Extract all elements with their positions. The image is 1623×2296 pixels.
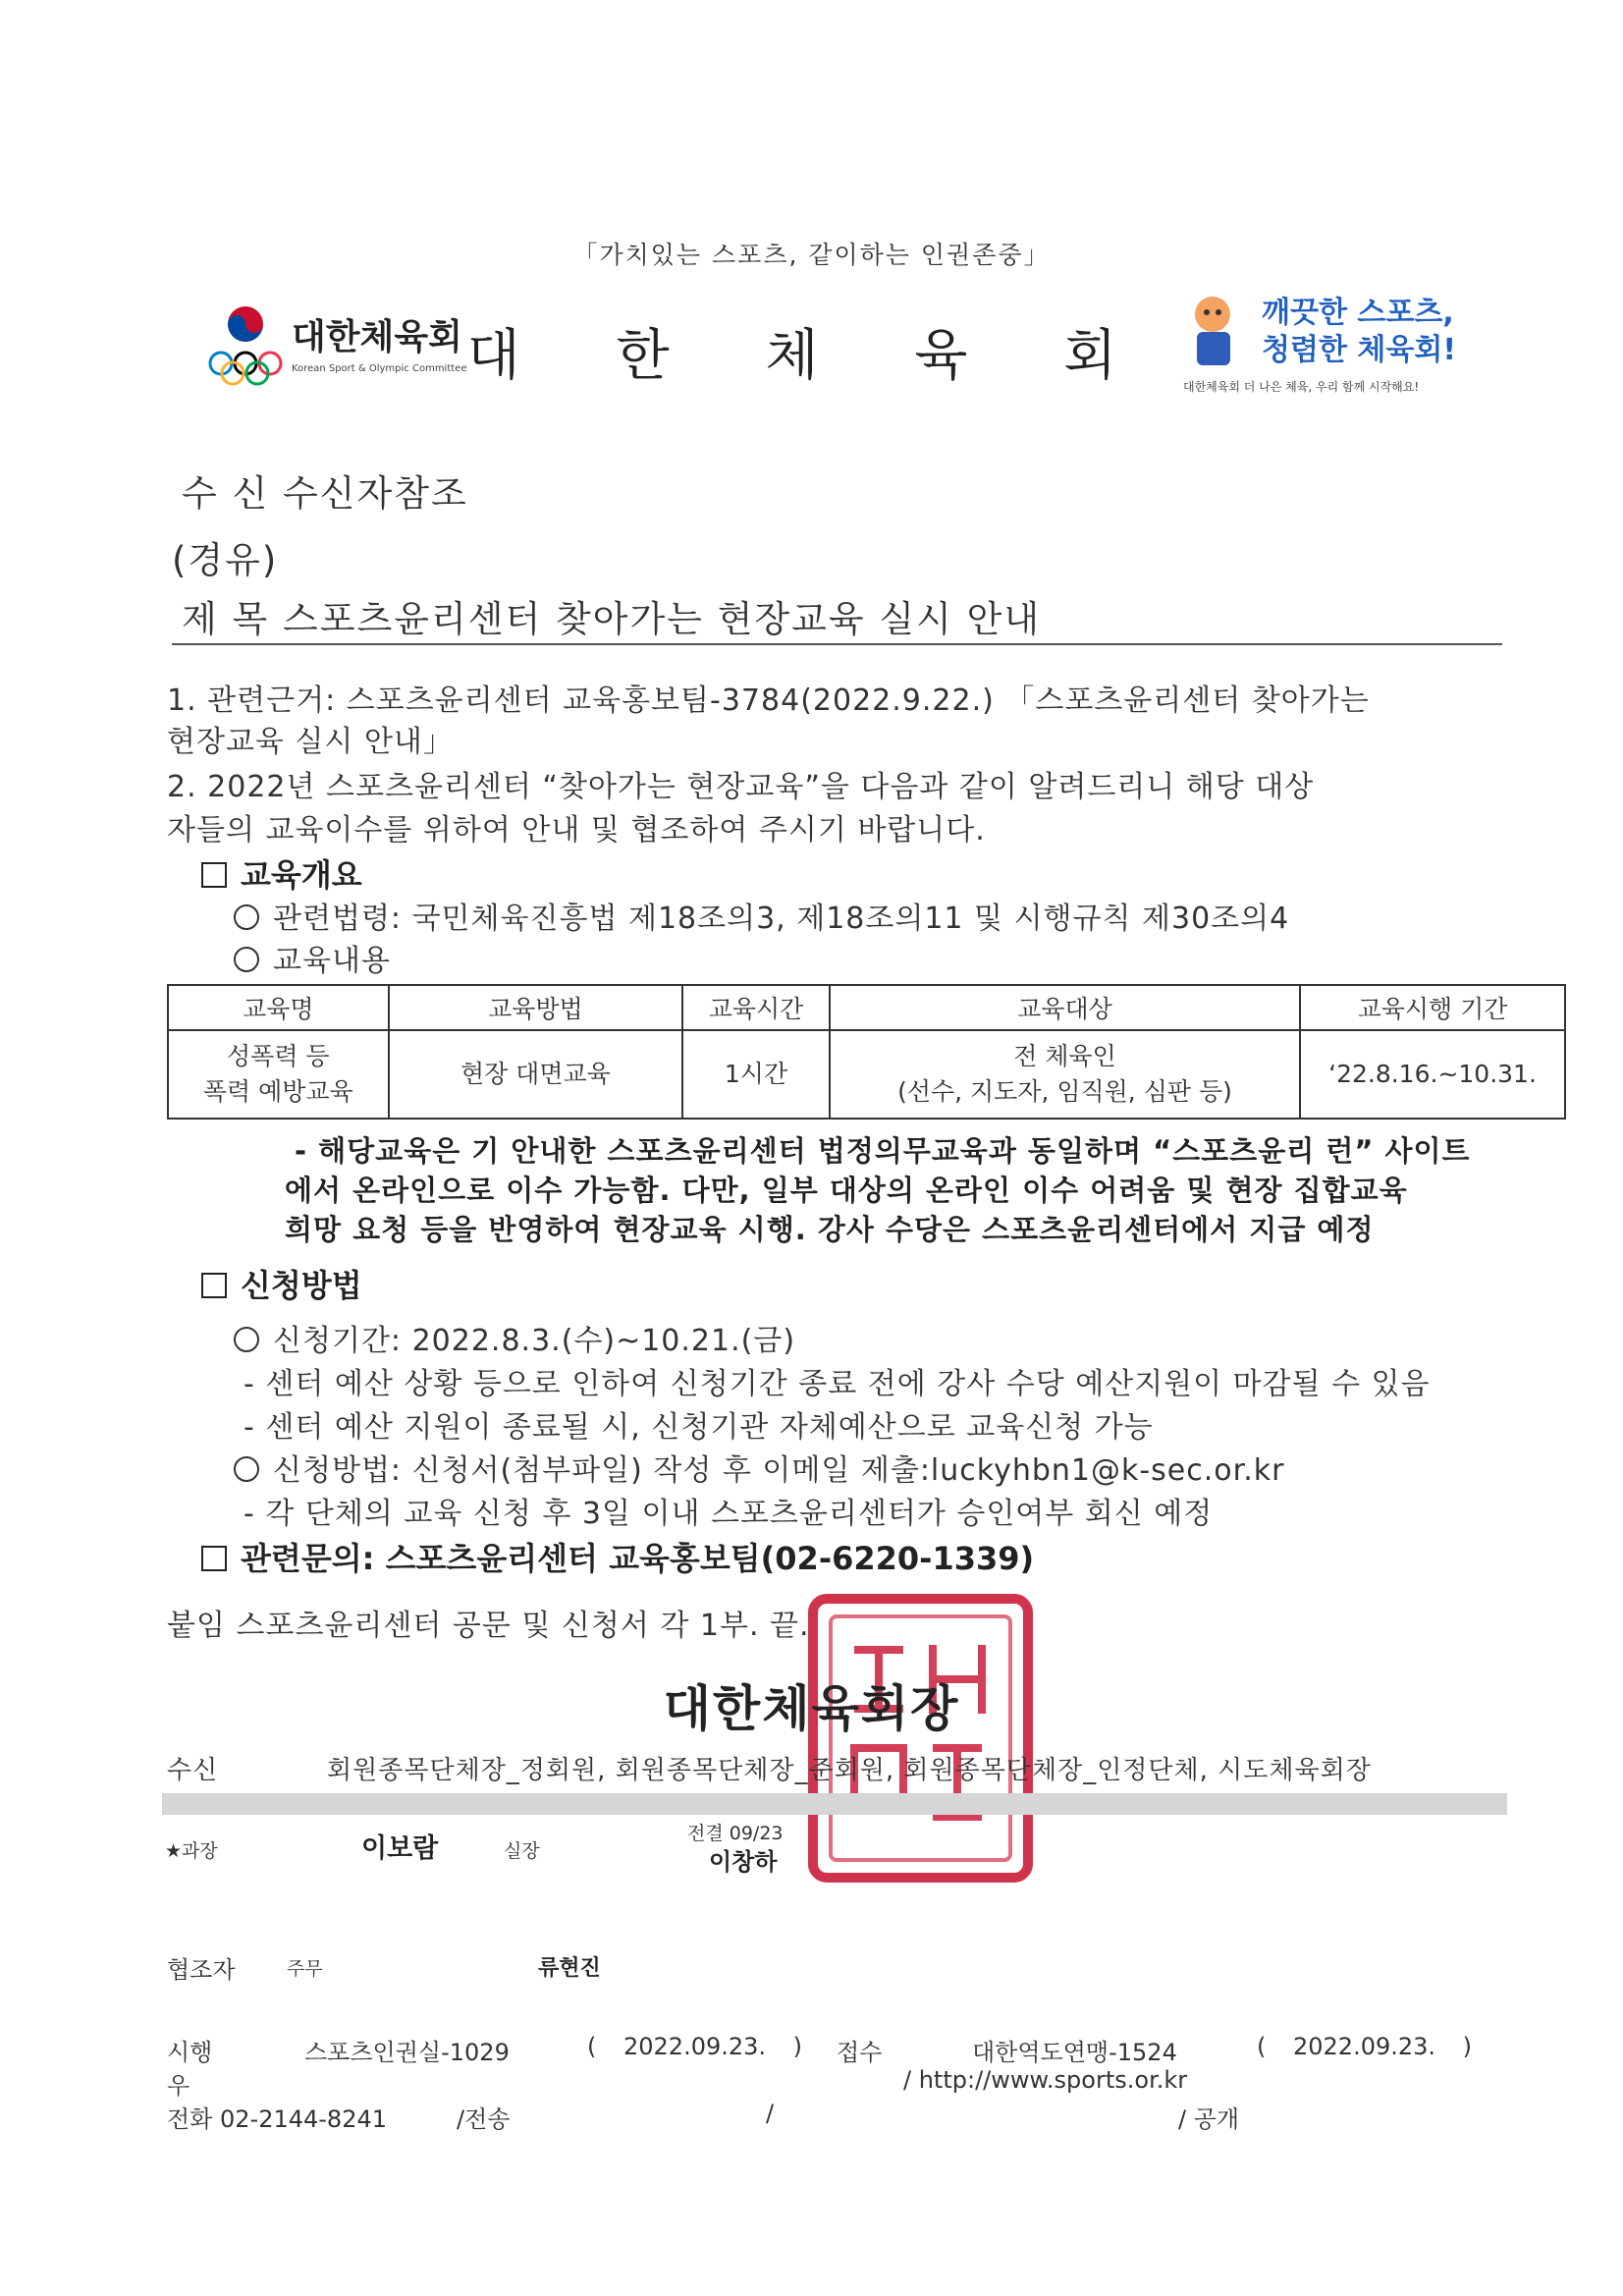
campaign-line2: 청렴한 체육회! bbox=[1262, 333, 1457, 367]
overview-item-content-text: 교육내용 bbox=[273, 944, 391, 978]
application-how bbox=[234, 1446, 1284, 1489]
disclosure: / 공개 bbox=[1178, 2105, 1240, 2133]
enforce-label: 시행 bbox=[167, 2039, 213, 2066]
checkbox-square-icon bbox=[201, 1546, 227, 1571]
col-header-name: 교육명 bbox=[168, 985, 389, 1030]
section-inquiry bbox=[201, 1534, 1034, 1579]
approver-role-1: ★과장 bbox=[165, 1840, 218, 1862]
document-org-title: 대 한 체 육 회 bbox=[466, 324, 1157, 388]
cooperation-role: 주무 bbox=[287, 1958, 323, 1980]
postal-label: 우 bbox=[167, 2072, 190, 2100]
overview-item-law-text: 관련법령: 국민체육진흥법 제18조의3, 제18조의11 및 시행규칙 제30조의4 bbox=[273, 902, 1290, 936]
section-application-method bbox=[201, 1261, 362, 1306]
phone: 전화 02-2144-8241 bbox=[167, 2105, 388, 2133]
table-row bbox=[168, 1030, 1565, 1119]
cell-target bbox=[830, 1030, 1300, 1119]
paragraph-2-line-1: 2. 2022년 스포츠윤리센터 “찾아가는 현장교육”을 다음과 같이 알려드리니 해당 대상 bbox=[167, 770, 1315, 804]
approver-name-2: 이창하 bbox=[709, 1848, 778, 1876]
website: / http://www.sports.or.kr bbox=[903, 2066, 1188, 2094]
section-education-overview bbox=[201, 850, 362, 896]
enforce-date: ( 2022.09.23. ) bbox=[587, 2033, 803, 2060]
application-sub-3: - 각 단체의 교육 신청 후 3일 이내 스포츠윤리센터가 승인여부 회신 예정 bbox=[243, 1497, 1214, 1531]
cell-name-line-2: 폭력 예방교육 bbox=[202, 1077, 353, 1106]
campaign-logo bbox=[1183, 285, 1478, 403]
recipients-list: 회원종목단체장_정회원, 회원종목단체장_준회원, 회원종목단체장_인정단체, 시도체육회장 bbox=[327, 1756, 1372, 1785]
overview-item-law bbox=[234, 894, 1289, 937]
section-title: 신청방법 bbox=[241, 1267, 362, 1304]
org-logo-subtitle: Korean Sport & Olympic Committee bbox=[292, 363, 467, 374]
paragraph-1-line-1: 1. 관련근거: 스포츠윤리센터 교육홍보팀-3784(2022.9.22.) 「스포츠윤리센터 찾아가는 bbox=[167, 683, 1370, 718]
subject-divider bbox=[172, 643, 1502, 645]
cell-time: 1시간 bbox=[682, 1030, 830, 1119]
checkbox-square-icon bbox=[201, 1273, 227, 1298]
col-header-target: 교육대상 bbox=[830, 985, 1300, 1030]
cell-target-line-1: 전 체육인 bbox=[1013, 1042, 1116, 1070]
cell-method: 현장 대면교육 bbox=[389, 1030, 682, 1119]
circle-bullet-icon bbox=[234, 1327, 259, 1352]
cooperation-label: 협조자 bbox=[167, 1956, 236, 1984]
note-line-1: - 해당교육은 기 안내한 스포츠윤리센터 법정의무교육과 동일하며 “스포츠윤리 런” 사이트 bbox=[295, 1134, 1471, 1168]
col-header-period: 교육시행 기간 bbox=[1300, 985, 1565, 1030]
decision-label: 전결 09/23 bbox=[687, 1823, 784, 1844]
cell-period: ‘22.8.16.~10.31. bbox=[1300, 1030, 1565, 1119]
col-header-time: 교육시간 bbox=[682, 985, 830, 1030]
recipients-label: 수신 bbox=[167, 1756, 219, 1785]
col-header-method: 교육방법 bbox=[389, 985, 682, 1030]
application-period-text: 신청기간: 2022.8.3.(수)~10.21.(금) bbox=[273, 1324, 796, 1358]
receipt-label: 접수 bbox=[837, 2039, 883, 2066]
circle-bullet-icon bbox=[234, 1456, 259, 1482]
section-title: 교육개요 bbox=[241, 856, 362, 894]
cell-target-line-2: (선수, 지도자, 임직원, 심판 등) bbox=[897, 1077, 1232, 1106]
slogan: 「가치있는 스포츠, 같이하는 인권존중」 bbox=[572, 241, 1051, 269]
paragraph-1-line-2: 현장교육 실시 안내」 bbox=[167, 725, 454, 759]
section-title: 관련문의: 스포츠윤리센터 교육홍보팀(02-6220-1339) bbox=[241, 1540, 1035, 1577]
campaign-tagline: 대한체육회 더 나은 체육, 우리 함께 시작해요! bbox=[1183, 380, 1420, 394]
enforce-number: 스포츠인권실-1029 bbox=[304, 2039, 510, 2066]
approver-name-1: 이보람 bbox=[361, 1833, 439, 1864]
note-line-2: 에서 온라인으로 이수 가능함. 다만, 일부 대상의 온라인 이수 어려움 및 현장 집합교육 bbox=[285, 1174, 1408, 1207]
cooperation-name: 류현진 bbox=[538, 1956, 601, 1981]
mascot-icon bbox=[1195, 297, 1230, 365]
overview-item-content bbox=[234, 936, 391, 979]
subject-line: 제 목 스포츠윤리센터 찾아가는 현장교육 실시 안내 bbox=[182, 598, 1042, 640]
application-how-text: 신청방법: 신청서(첨부파일) 작성 후 이메일 제출:luckyhbn1@k-sec.or.kr bbox=[273, 1453, 1285, 1488]
sender-name: 대한체육회장 bbox=[663, 1680, 960, 1737]
checkbox-square-icon bbox=[201, 862, 227, 888]
receipt-number: 대한역도연맹-1524 bbox=[972, 2039, 1177, 2066]
org-logo-name: 대한체육회 bbox=[292, 317, 462, 357]
attachment-line: 붙임 스포츠윤리센터 공문 및 신청서 각 1부. 끝. bbox=[167, 1609, 810, 1643]
application-sub-2: - 센터 예산 지원이 종료될 시, 신청기관 자체예산으로 교육신청 가능 bbox=[243, 1410, 1154, 1445]
paragraph-2-line-2: 자들의 교육이수를 위하여 안내 및 협조하여 주시기 바랍니다. bbox=[167, 813, 986, 847]
cell-name-line-1: 성폭력 등 bbox=[227, 1042, 330, 1070]
note-line-3: 희망 요청 등을 반영하여 현장교육 시행. 강사 수당은 스포츠윤리센터에서 지급 예정 bbox=[285, 1213, 1375, 1246]
receipt-date: ( 2022.09.23. ) bbox=[1257, 2033, 1473, 2060]
application-sub-1: - 센터 예산 상황 등으로 인하여 신청기간 종료 전에 강사 수당 예산지원이 마감될 수 있음 bbox=[243, 1367, 1431, 1401]
separator-band bbox=[162, 1793, 1507, 1815]
approver-role-2: 실장 bbox=[504, 1840, 540, 1862]
campaign-line1: 깨끗한 스포츠, bbox=[1262, 296, 1454, 330]
application-period bbox=[234, 1316, 795, 1359]
fax-label: /전송 bbox=[457, 2105, 511, 2133]
cell-name bbox=[168, 1030, 389, 1119]
table-header-row bbox=[168, 985, 1565, 1030]
circle-bullet-icon bbox=[234, 904, 259, 930]
via-line: (경유) bbox=[172, 539, 279, 581]
recipient-line: 수 신 수신자참조 bbox=[182, 472, 468, 515]
education-table bbox=[167, 984, 1566, 1120]
fax-separator: / bbox=[766, 2100, 775, 2127]
circle-bullet-icon bbox=[234, 947, 259, 972]
